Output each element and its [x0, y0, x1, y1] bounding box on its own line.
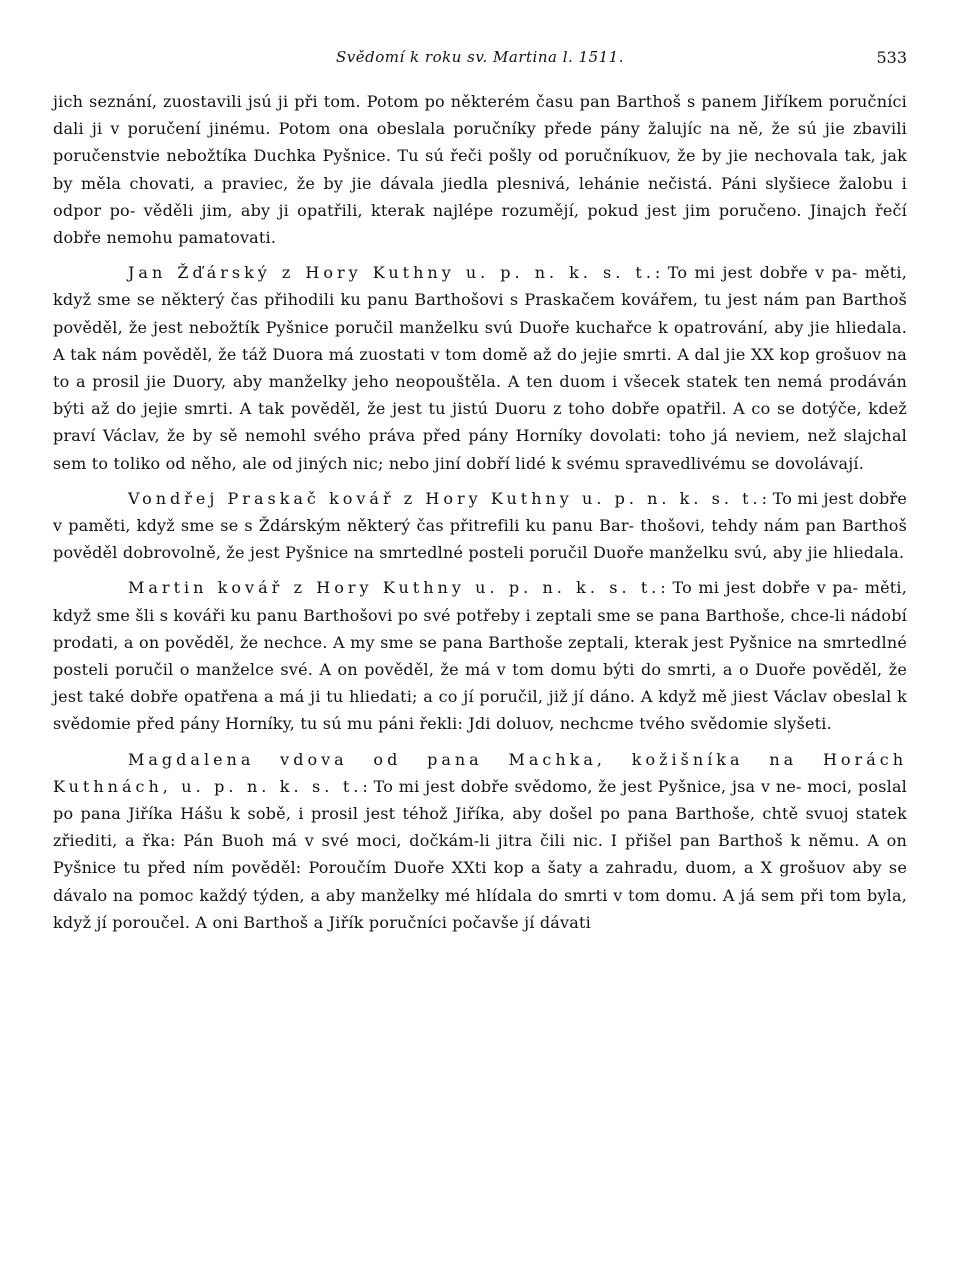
witness-testimony: : To mi jest dobře svědomo, že jest Pyšnice, jsa v ne- moci, poslal po pana Jiříka Hášu k sobě, i prosil jest téhož Jiříka, aby došel po pana Barthoše, chtě svuoj statek zřiediti, a řka: Pán Buoh má v své moci, dočkám-li jitra čili nic. I přišel pan Barthoš k němu. A on Pyšnice tu před ním pověděl: Poroučím Duoře XXti kop a šaty a zahradu, duom, a X grošuov aby se dávalo na pomoc každý týden, a aby manželky mé hlídala do smrti v tom domu. A já sem při tom byla, když jí poroučel. A oni Barthoš a Jiřík poručníci počavše jí dávati	[53, 776, 908, 932]
witness-paragraph	[53, 574, 907, 737]
running-header	[53, 40, 907, 76]
witness-paragraph	[53, 259, 907, 477]
witness-name: Vondřej Praskač kovář z Hory Kuthny u. p. n. k. s. t.	[128, 488, 762, 508]
witness-paragraph	[53, 485, 907, 567]
witness-name: Magdalena vdova od pana Machka, kožišníka na Horách Kuthnách, u. p. n. k. s. t.	[53, 749, 907, 796]
witness-name: Jan Žďárský z Hory Kuthny u. p. n. k. s. t.	[128, 263, 655, 283]
page-number: 533	[876, 48, 907, 67]
witness-testimony: : To mi jest dobře v pa- měti, když sme se některý čas přihodili ku panu Barthošovi s Praskačem kovářem, tu jest nám pan Barthoš pověděl, že jest nebožtík Pyšnice poručil manželku svú Duoře kuchařce k opatrování, aby jie hliedala. A tak nám pověděl, že táž Duora má zuostati v tom domě až do jejie smrti. A dal jie XX kop grošuov na to a prosil jie Duory, aby manželky jeho neopouštěla. A ten duom i všecek statek ten nemá prodáván býti až do jejie smrti. A tak pověděl, že jest tu jistú Duoru z toho dobře opatřil. A co se dotýče, kdež praví Václav, že by sě nemohl svého práva před pány Horníky dovolati: toho já neviem, než slajchal sem to toliko od něho, ale od jiných nic; nebo jiní dobří lidé k svému spravedlivému se dovolávají.	[53, 263, 908, 473]
witness-paragraph	[53, 746, 907, 936]
document-page	[53, 40, 907, 936]
witness-testimony: : To mi jest dobře v pa- měti, když sme šli s kováři ku panu Barthošovi po své potřeby i zeptali sme se pana Barthoše, chce-li nádobí prodati, a on pověděl, že nechce. A my sme se pana Barthoše zeptali, kterak jest Pyšnice na smrtedlné posteli poručil o manželce své. A on pověděl, že má v tom domu býti do smrti, a o Duoře pověděl, že jest také dobře opatřena a má ji tu hliedati; a co jí poručil, již jí dáno. A když mě jiest Václav obeslal k svědomie před pány Horníky, tu sú mu páni řekli: Jdi doluov, nechcme tvého svědomie slyšeti.	[53, 578, 907, 734]
witness-testimony: : To mi jest dobře v paměti, když sme se s Ždárským některý čas přitrefili ku panu Bar- thošovi, tehdy nám pan Barthoš pověděl dobrovolně, že jest Pyšnice na smrtedlné posteli poručil Duoře manželku svú, aby jie hliedala.	[53, 488, 907, 563]
paragraph-continuation	[53, 88, 907, 251]
paragraph-text: jich seznání, zuostavili jsú ji při tom. Potom po některém času pan Barthoš s panem Jiříkem poručníci dali ji v poručení jinému. Potom ona obeslala poručníky přede pány žalujíc na ně, že sú jie zbavili poručenstvie nebožtíka Duchka Pyšnice. Tu sú řeči pošly od poručníkuov, že by jie nechovala tak, jak by měla chovati, a praviec, že by jie dávala jiedla plesnivá, lehánie nečistá. Páni slyšiece žalobu i odpor po- věděli jim, aby ji opatřili, kterak najlépe rozumějí, pokud jest jim poručeno. Jinajch řečí dobře nemohu pamatovati.	[53, 92, 907, 248]
witness-name: Martin kovář z Hory Kuthny u. p. n. k. s. t.	[128, 578, 661, 598]
running-title: Svědomí k roku sv. Martina l. 1511.	[336, 48, 624, 66]
body-text	[53, 88, 907, 936]
